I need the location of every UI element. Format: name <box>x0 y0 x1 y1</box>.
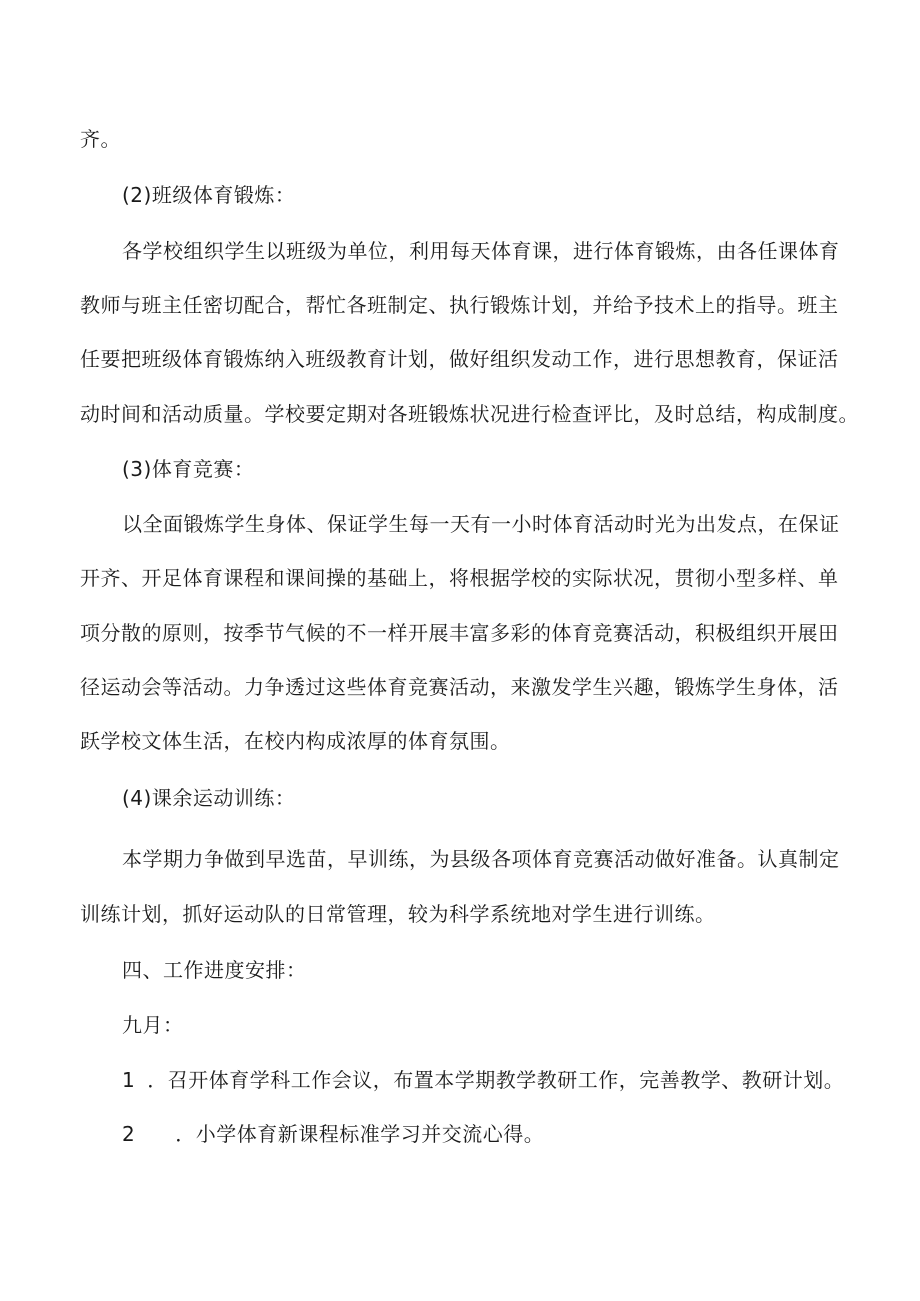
list-item-text: ．小学体育新课程标准学习并交流心得。 <box>175 1122 545 1146</box>
list-item-text: ．召开体育学科工作会议，布置本学期教学教研工作，完善教学、教研计划。 <box>147 1068 845 1092</box>
paragraph-line: 项分散的原则，按季节气候的不一样开展丰富多彩的体育竞赛活动，积极组织开展田 <box>80 621 839 645</box>
paragraph-line: 齐。 <box>80 127 121 151</box>
section-heading-work-schedule: 四、工作进度安排： <box>122 958 307 982</box>
paragraph-line: 跃学校文体生活，在校内构成浓厚的体育氛围。 <box>80 729 511 753</box>
paragraph-line: 任要把班级体育锻炼纳入班级教育计划，做好组织发动工作，进行思想教育，保证活 <box>80 347 839 371</box>
paragraph-line: 以全面锻炼学生身体、保证学生每一天有一小时体育活动时光为出发点，在保证 <box>122 512 840 536</box>
list-item-number: 1 <box>122 1068 136 1092</box>
paragraph-line: 本学期力争做到早选苗，早训练，为县级各项体育竞赛活动做好准备。认真制定 <box>122 847 840 871</box>
paragraph-line: 教师与班主任密切配合，帮忙各班制定、执行锻炼计划，并给予技术上的指导。班主 <box>80 293 839 317</box>
paragraph-line: 开齐、开足体育课程和课间操的基础上，将根据学校的实际状况，贯彻小型多样、单 <box>80 566 839 590</box>
list-item-2 <box>122 1120 544 1148</box>
paragraph-line: 动时间和活动质量。学校要定期对各班锻炼状况进行检查评比，及时总结，构成制度。 <box>80 402 859 426</box>
section-heading-after-school-training: (4)课余运动训练： <box>122 786 296 810</box>
paragraph-line: 训练计划，抓好运动队的日常管理，较为科学系统地对学生进行训练。 <box>80 902 716 926</box>
section-heading-class-exercise: (2)班级体育锻炼： <box>122 183 296 207</box>
list-item-1 <box>122 1066 844 1094</box>
paragraph-line: 径运动会等活动。力争透过这些体育竞赛活动，来激发学生兴趣，锻炼学生身体，活 <box>80 675 839 699</box>
list-item-number: 2 <box>122 1122 136 1146</box>
month-heading-september: 九月： <box>122 1013 184 1037</box>
section-heading-sports-competition: (3)体育竞赛： <box>122 457 255 481</box>
paragraph-line: 各学校组织学生以班级为单位，利用每天体育课，进行体育锻炼，由各任课体育 <box>122 239 840 263</box>
